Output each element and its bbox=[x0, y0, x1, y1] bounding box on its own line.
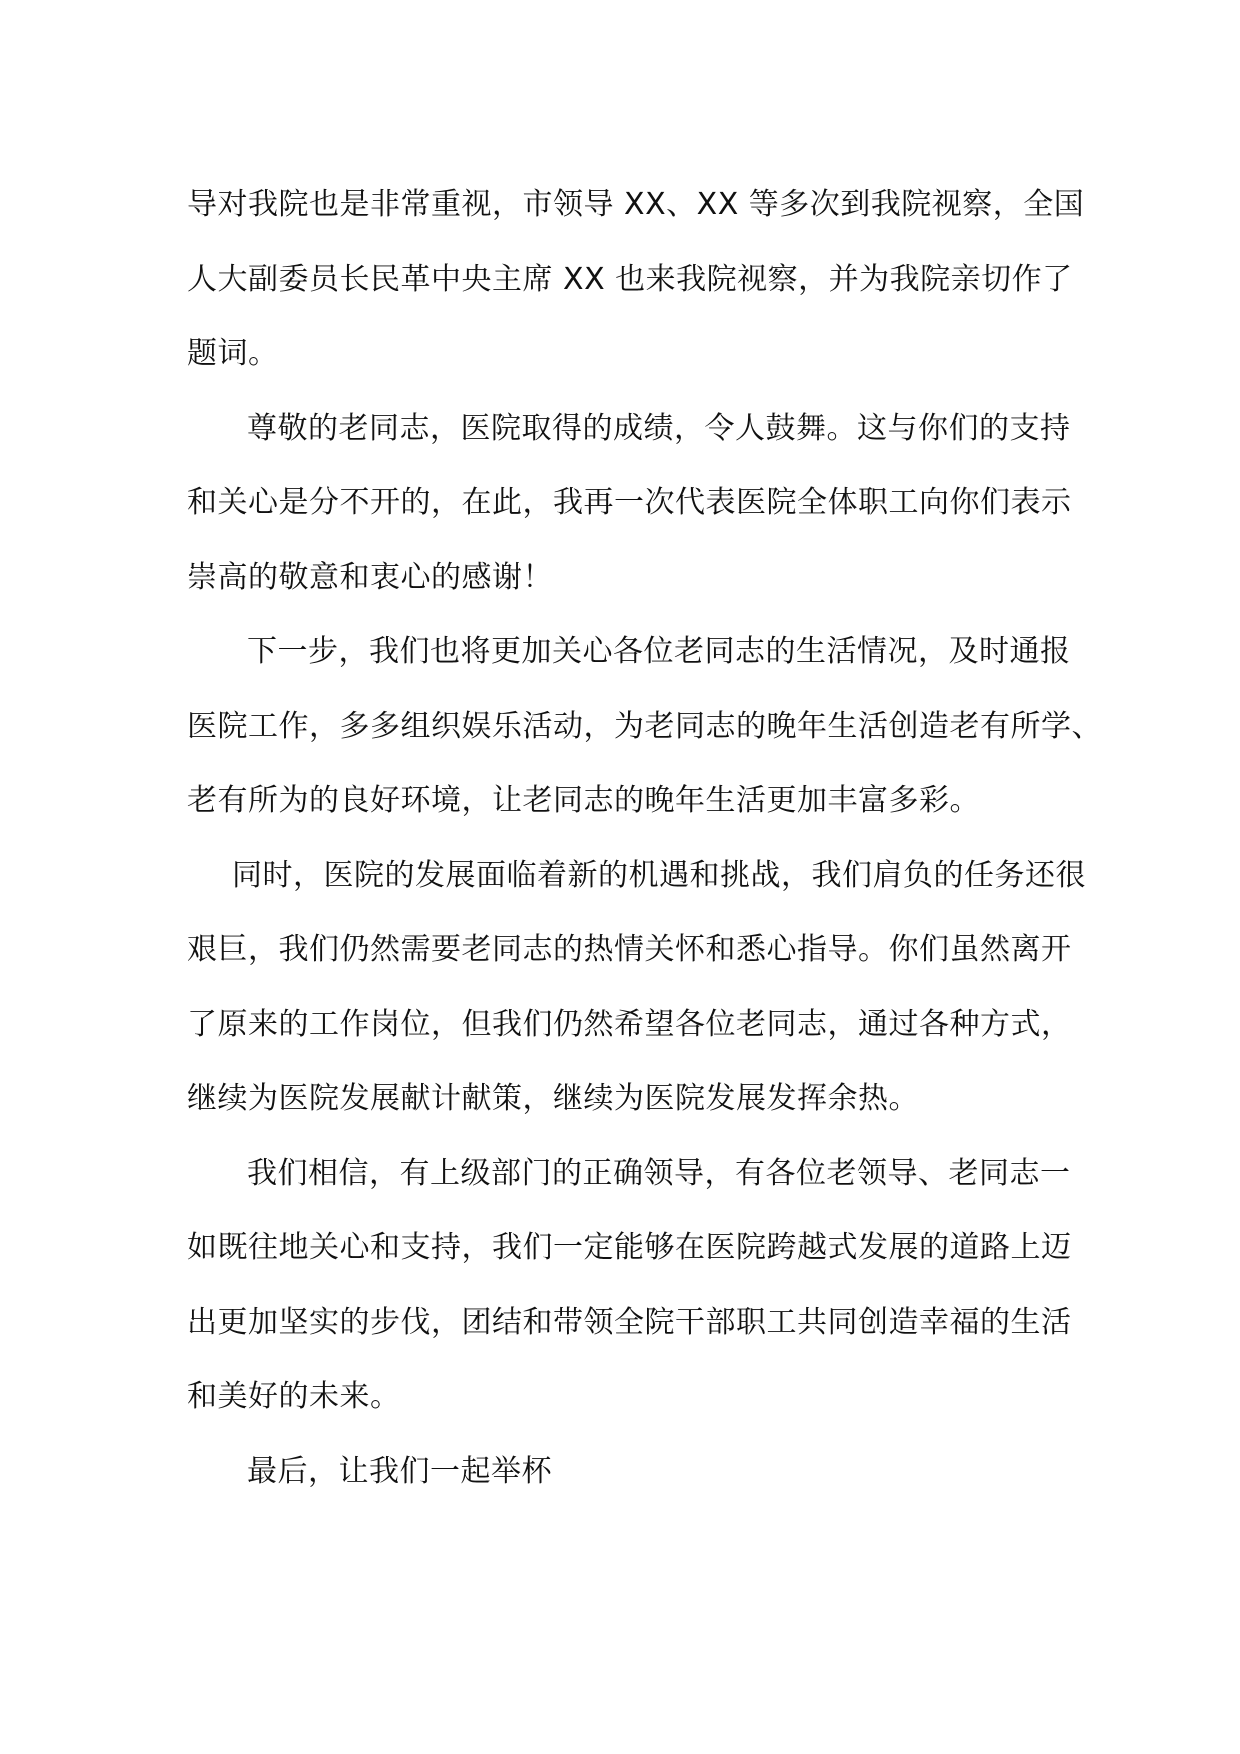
paragraph-line: 尊敬的老同志，医院取得的成绩，令人鼓舞。这与你们的支持 bbox=[247, 410, 1071, 446]
paragraph-1 bbox=[187, 168, 1085, 392]
paragraph-4 bbox=[187, 839, 1086, 1137]
paragraph-6 bbox=[187, 1435, 1067, 1510]
paragraph-line: 老有所为的良好环境，让老同志的晚年生活更加丰富多彩。 bbox=[187, 783, 980, 818]
document-body bbox=[187, 168, 1102, 1509]
paragraph-2 bbox=[187, 392, 1072, 616]
paragraph-line: 和关心是分不开的，在此，我再一次代表医院全体职工向你们表示 bbox=[187, 485, 1072, 520]
paragraph-line: 我们相信，有上级部门的正确领导，有各位老领导、老同志一 bbox=[247, 1155, 1071, 1191]
paragraph-line: 崇高的敬意和衷心的感谢！ bbox=[187, 559, 553, 595]
paragraph-line: 人大副委员长民革中央主席 XX 也来我院视察，并为我院亲切作了 bbox=[187, 261, 1073, 297]
paragraph-line: 下一步，我们也将更加关心各位老同志的生活情况，及时通报 bbox=[247, 634, 1071, 669]
paragraph-3 bbox=[187, 615, 1102, 839]
paragraph-line: 导对我院也是非常重视，市领导 XX、XX 等多次到我院视察，全国 bbox=[187, 187, 1085, 222]
paragraph-line: 题词。 bbox=[187, 336, 279, 371]
paragraph-line: 和美好的未来。 bbox=[187, 1379, 401, 1414]
paragraph-line: 出更加坚实的步伐，团结和带领全院干部职工共同创造幸福的生活 bbox=[187, 1304, 1072, 1340]
paragraph-line: 了原来的工作岗位，但我们仍然希望各位老同志，通过各种方式， bbox=[187, 1006, 1072, 1042]
paragraph-line: 同时，医院的发展面临着新的机遇和挑战，我们肩负的任务还很 bbox=[232, 857, 1086, 893]
paragraph-line: 继续为医院发展献计献策，继续为医院发展发挥余热。 bbox=[187, 1081, 919, 1116]
paragraph-line: 医院工作，多多组织娱乐活动，为老同志的晚年生活创造老有所学、 bbox=[187, 708, 1102, 744]
paragraph-5 bbox=[187, 1137, 1072, 1435]
paragraph-line: 艰巨，我们仍然需要老同志的热情关怀和悉心指导。你们虽然离开 bbox=[187, 932, 1072, 967]
paragraph-line: 最后，让我们一起举杯 bbox=[247, 1453, 552, 1489]
paragraph-line: 如既往地关心和支持，我们一定能够在医院跨越式发展的道路上迈 bbox=[187, 1230, 1072, 1265]
